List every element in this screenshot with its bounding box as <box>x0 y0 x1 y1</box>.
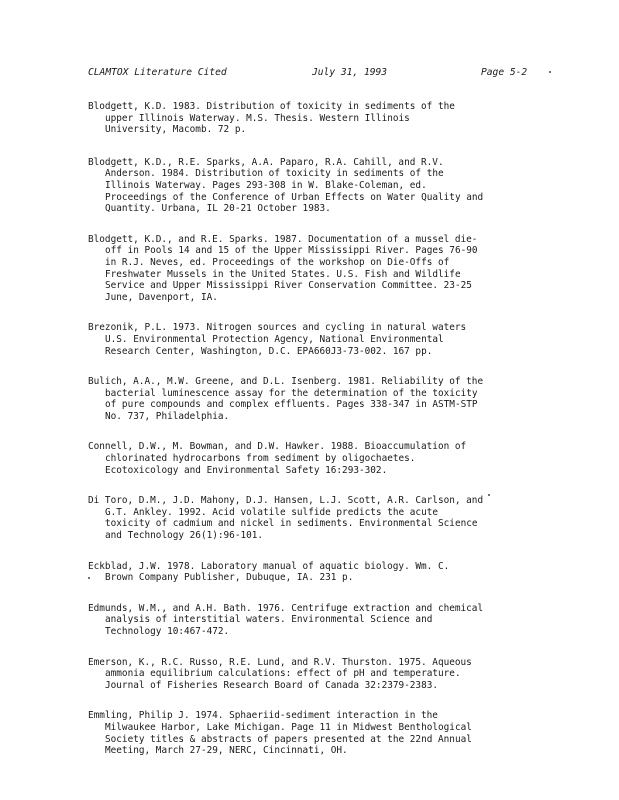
reference-continuation-line: Technology 10:467-472. <box>105 626 230 637</box>
reference-first-line: Di Toro, D.M., J.D. Mahony, D.J. Hansen, L.J. Scott, A.R. Carlson, and <box>88 495 484 507</box>
reference-entry <box>88 603 518 638</box>
reference-list <box>88 101 518 757</box>
reference-first-line: Connell, D.W., M. Bowman, and D.W. Hawker. 1988. Bioaccumulation of <box>88 441 467 453</box>
reference-first-line: Blodgett, K.D. 1983. Distribution of toxicity in sediments of the <box>88 101 455 112</box>
header-document-title: CLAMTOX Literature Cited <box>88 67 227 78</box>
reference-continuation-line: ammonia equilibrium calculations: effect of pH and temperature. <box>105 668 461 680</box>
reference-entry <box>88 101 518 136</box>
reference-continuation-line: toxicity of cadmium and nickel in sediments. Environmental Science <box>105 518 478 530</box>
reference-entry <box>88 376 518 422</box>
reference-entry <box>88 441 518 476</box>
reference-first-line: Eckblad, J.W. 1978. Laboratory manual of aquatic biology. Wm. C. <box>88 560 450 572</box>
reference-first-line: Edmunds, W.M., and A.H. Bath. 1976. Centrifuge extraction and chemical <box>88 602 484 614</box>
reference-entry <box>88 657 518 692</box>
reference-first-line: Emmling, Philip J. 1974. Sphaeriid-sediment interaction in the <box>88 710 438 722</box>
reference-continuation-line: Meeting, March 27-29, NERC, Cincinnati, OH. <box>105 745 348 757</box>
reference-continuation-line: chlorinated hydrocarbons from sediment by oligochaetes. <box>105 453 416 465</box>
reference-entry <box>88 710 518 756</box>
reference-first-line: Brezonik, P.L. 1973. Nitrogen sources and cycling in natural waters <box>88 322 467 334</box>
reference-continuation-line: Journal of Fisheries Research Board of Canada 32:2379-2383. <box>105 679 439 691</box>
reference-entry <box>88 561 518 584</box>
reference-continuation-line: Illinois Waterway. Pages 293-308 in W. Blake-Coleman, ed. <box>105 179 427 191</box>
reference-continuation-line: Anderson. 1984. Distribution of toxicity in sediments of the <box>105 168 444 180</box>
reference-continuation-line: Society titles & abstracts of papers presented at the 22nd Annual <box>105 733 472 745</box>
reference-continuation-line: Ecotoxicology and Environmental Safety 16:293-302. <box>105 464 388 476</box>
reference-continuation-line: off in Pools 14 and 15 of the Upper Mississippi River. Pages 76-90 <box>105 245 478 257</box>
reference-continuation-line: bacterial luminescence assay for the determination of the toxicity <box>105 387 478 399</box>
scan-speck <box>549 71 551 73</box>
reference-continuation-line: Research Center, Washington, D.C. EPA660J3-73-002. 167 pp. <box>105 345 433 357</box>
reference-continuation-line: U.S. Environmental Protection Agency, National Environmental <box>105 333 444 345</box>
reference-first-line: Bulich, A.A., M.W. Greene, and D.L. Isenberg. 1981. Reliability of the <box>88 376 484 388</box>
reference-first-line: Blodgett, K.D., and R.E. Sparks. 1987. Documentation of a mussel die- <box>88 233 478 245</box>
reference-continuation-line: analysis of interstitial waters. Environmental Science and <box>105 614 433 626</box>
reference-continuation-line: Milwaukee Harbor, Lake Michigan. Page 11 in Midwest Benthological <box>105 721 472 733</box>
reference-entry <box>88 495 518 541</box>
reference-continuation-line: Service and Upper Mississippi River Conservation Committee. 23-25 <box>105 280 472 292</box>
reference-entry <box>88 157 518 215</box>
reference-continuation-line: Freshwater Mussels in the United States. U.S. Fish and Wildlife <box>105 268 461 280</box>
scan-speck <box>88 577 90 579</box>
header-page-number: Page 5-2 <box>481 67 528 78</box>
reference-entry <box>88 322 518 357</box>
reference-continuation-line: Brown Company Publisher, Dubuque, IA. 231 p. <box>105 572 354 584</box>
header-date: July 31, 1993 <box>312 67 388 78</box>
reference-first-line: Emerson, K., R.C. Russo, R.E. Lund, and R.V. Thurston. 1975. Aqueous <box>88 656 472 668</box>
reference-entry <box>88 234 518 304</box>
reference-continuation-line: G.T. Ankley. 1992. Acid volatile sulfide predicts the acute <box>105 506 439 518</box>
reference-continuation-line: No. 737, Philadelphia. <box>105 410 230 422</box>
reference-first-line: Blodgett, K.D., R.E. Sparks, A.A. Paparo, R.A. Cahill, and R.V. <box>88 156 444 168</box>
reference-continuation-line: of pure compounds and complex effluents. Pages 338-347 in ASTM-STP <box>105 399 478 411</box>
reference-continuation-line: and Technology 26(1):96-101. <box>105 530 264 542</box>
reference-continuation-line: Proceedings of the Conference of Urban Effects on Water Quality and <box>105 191 484 203</box>
reference-continuation-line: University, Macomb. 72 p. <box>105 124 247 136</box>
reference-continuation-line: June, Davenport, IA. <box>105 291 218 303</box>
reference-continuation-line: upper Illinois Waterway. M.S. Thesis. Western Illinois <box>105 112 410 124</box>
reference-continuation-line: in R.J. Neves, ed. Proceedings of the workshop on Die-Offs of <box>105 256 450 268</box>
reference-continuation-line: Quantity. Urbana, IL 20-21 October 1983. <box>105 203 331 215</box>
scan-speck <box>488 494 490 496</box>
